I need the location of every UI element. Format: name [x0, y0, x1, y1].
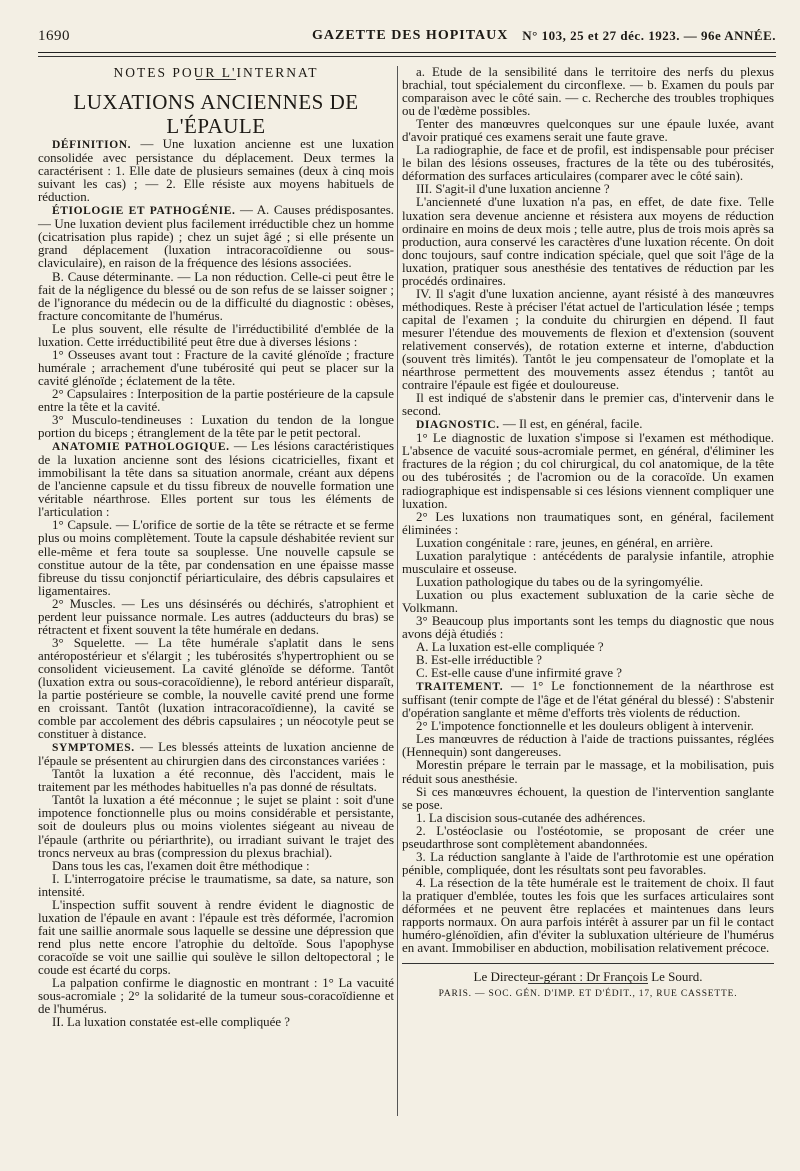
paragraph-text: 3° Squelette. — La tête humérale s'aplatit dans le sens antéropostérieur et s'élargit ; les tubérosités s'hypertrophient ou se consolident vicieusement. La cavité glénoïde se déforme. Tantôt (luxation extra ou sous-coracoïdienne), le rebord antérieur disparaît, la partie postérieure se comble, la nouvelle cavité prend une forme en croissant. Tantôt (luxation intracoracoïdienne), la cavité se comble par accolement des débris capsulaires ; un néocotyle peut se constituer à distance.: [38, 635, 394, 742]
paragraph-text: 2° Capsulaires : Interposition de la partie postérieure de la capsule entre la tête et la cavité.: [38, 386, 394, 414]
paragraph: [38, 637, 394, 741]
paragraph: [402, 589, 774, 615]
paragraph-text: Tantôt la luxation a été reconnue, dès l'accident, mais le traitement par les méthodes habituelles n'a pas donné de résultats.: [38, 767, 394, 795]
paragraph-text: 3° Beaucoup plus importants sont les temps du diagnostic que nous avons déjà étudiés :: [402, 613, 774, 642]
paragraph-text: 2° Les luxations non traumatiques sont, en général, facilement éliminées :: [402, 509, 774, 537]
paragraph: [38, 1016, 394, 1029]
paragraph: [38, 204, 394, 270]
paragraph-text: Si ces manœuvres échouent, la question de l'intervention sanglante se pose.: [402, 784, 774, 812]
page-header: [38, 28, 776, 50]
paragraph-text: — Les blessés atteints de luxation ancienne de l'épaule se présentent au chirurgien dans des circonstances variées :: [38, 740, 394, 769]
section-label: SYMPTOMES.: [52, 742, 135, 755]
paragraph-text: B. Est-elle irréductible ?: [416, 653, 542, 668]
paragraph-text: A. La luxation est-elle compliquée ?: [416, 640, 604, 655]
article-kicker: NOTES POUR L'INTERNAT: [113, 65, 319, 80]
paragraph-text: — Il est, en général, facile.: [499, 417, 643, 432]
section-label: DIAGNOSTIC.: [416, 419, 500, 432]
section-label: ÉTIOLOGIE ET PATHOGÉNIE.: [52, 205, 236, 218]
paragraph: [38, 271, 394, 323]
paragraph-text: IV. Il s'agit d'une luxation ancienne, ayant résisté à des manœuvres méthodiques. Reste à préciser l'état actuel de l'articulation lésée ; temps capital de l'examen ; la conduite du chirurgien en dépend. Il faut mesurer l'étendue des mouvements de flexion et d'extension (souvent relativement conservés), de rotation externe et interne, d'abduction (souvent très limités). Tantôt le jeu compensateur de l'omoplate et la néarthrose permettent des mouvements assez étendus ; tantôt au contraire l'épaule est figée et douloureuse.: [402, 286, 774, 393]
paragraph-text: 3° Musculo-tendineuses : Luxation du tendon de la longue portion du biceps ; étranglement de la tête par le petit pectoral.: [38, 413, 394, 441]
paragraph-text: — Les lésions caractéristiques de la luxation ancienne sont des lésions cicatricielles, fixant et immobilisant la tête dans sa situation anormale, créant aux dépens de l'ancienne capsule et du tissu fibreux de nouvelle formation une véritable néarthrose. Elles portent sur tous les éléments de l'articulation :: [38, 439, 394, 520]
paragraph-text: C. Est-elle cause d'une infirmité grave ?: [416, 666, 622, 681]
paragraph-text: III. S'agit-il d'une luxation ancienne ?: [416, 182, 610, 197]
paragraph: [402, 511, 774, 537]
journal-title: GAZETTE DES HOPITAUX: [312, 28, 509, 43]
paragraph: [402, 196, 774, 287]
paragraph-text: Dans tous les cas, l'examen doit être méthodique :: [52, 858, 310, 873]
paragraph: [402, 418, 774, 432]
paragraph: [38, 598, 394, 637]
paragraph-text: 4. La résection de la tête humérale est le traitement de choix. Il faut la pratiquer d'emblée, toutes les fois que les surfaces articulaires sont déformées et ne peuvent être replacées et maintenues dans leurs rapports normaux. On aura parfois intérêt à assurer par un fil le contact huméro-glénoïdien, afin d'éviter la subluxation ultérieure de l'humérus en avant. Immobiliser en abduction, mobilisation relativement précoce.: [402, 875, 774, 956]
paragraph: [402, 615, 774, 641]
paragraph: [38, 388, 394, 414]
paragraph: [38, 323, 394, 349]
paragraph: [402, 759, 774, 785]
printer-line: PARIS. — SOC. GÉN. D'IMP. ET D'ÉDIT., 17, RUE CASSETTE.: [438, 989, 738, 1000]
paragraph: [402, 392, 774, 418]
paragraph: [38, 977, 394, 1016]
right-column: [402, 66, 774, 1001]
paragraph-text: Morestin prépare le terrain par le massage, et la mobilisation, puis réduit sous anesthésie.: [402, 758, 774, 786]
paragraph-text: Tenter des manœuvres quelconques sur une épaule luxée, avant d'avoir pratiqué ces examens serait une faute grave.: [402, 117, 774, 145]
section-label: ANATOMIE PATHOLOGIQUE.: [52, 441, 230, 454]
paragraph-text: Les manœuvres de réduction à l'aide de tractions puissantes, réglées (Hennequin) sont dangereuses.: [402, 732, 774, 760]
paragraph: [38, 138, 394, 204]
paragraph: [38, 768, 394, 794]
paragraph: [38, 440, 394, 519]
paragraph: [38, 519, 394, 597]
paragraph: [402, 786, 774, 812]
paragraph-text: 1. La discision sous-cutanée des adhérences.: [416, 810, 646, 825]
paragraph: [402, 877, 774, 955]
header-rule-thin: [38, 56, 776, 57]
paragraph: [402, 432, 774, 510]
paragraph-text: B. Cause déterminante. — La non réduction. Celle-ci peut être le fait de la négligence du blessé ou de son refus de se laisser soigner ; de l'ignorance du médecin ou de la difficulté du diagnostic : obèses, fracture concomitante de l'humérus.: [38, 269, 394, 323]
paragraph: [402, 550, 774, 576]
page-number: 1690: [38, 28, 70, 44]
paragraph: [402, 680, 774, 720]
paragraph-text: — Une luxation ancienne est une luxation consolidée avec persistance du déplacement. Deux termes la caractérisent : 1. Elle date de plusieurs semaines (deux à cinq mois suivant les cas) ; — 2. Elle résiste aux moyens habituels de réduction.: [38, 137, 394, 205]
header-rule: [38, 52, 776, 53]
article-title: LUXATIONS ANCIENNES DE L'ÉPAULE: [73, 90, 359, 139]
paragraph: [402, 118, 774, 144]
paragraph-text: I. L'interrogatoire précise le traumatisme, sa date, sa nature, son intensité.: [38, 871, 394, 899]
section-label: TRAITEMENT.: [416, 681, 504, 694]
column-divider: [397, 66, 398, 1116]
paragraph: [402, 144, 774, 183]
paragraph-text: II. La luxation constatée est-elle compliquée ?: [52, 1015, 291, 1030]
paragraph-text: Luxation pathologique du tabes ou de la syringomyélie.: [416, 574, 704, 589]
paragraph: [402, 733, 774, 759]
paragraph-text: L'inspection suffit souvent à rendre évident le diagnostic de luxation de l'épaule en avant : l'épaule est très déformée, l'acromion fait une saillie anormale sous laquelle se dessine une dépression que rend plus nette encore l'atrophie du deltoïde. Sous l'apophyse coracoïde se voit une saillie qui soulève le sillon deltopectoral ; le coude est écarté du corps.: [38, 897, 394, 977]
paragraph-text: La radiographie, de face et de profil, est indispensable pour préciser le bilan des lésions osseuses, fractures de la tête ou des tubérosités, déformation des surfaces articulaires (comparer avec le côté sain).: [402, 143, 774, 184]
paragraph-text: a. Etude de la sensibilité dans le territoire des nerfs du plexus brachial, tout spécialement du circonflexe. — b. Examen du pouls par comparaison avec le côté sain. — c. Recherche des troubles trophiques ou de l'œdème possibles.: [402, 65, 774, 119]
paragraph-text: Luxation ou plus exactement subluxation de la carie sèche de Volkmann.: [402, 587, 774, 615]
paragraph: [38, 873, 394, 899]
paragraph-text: 1° Le diagnostic de luxation s'impose si l'examen est méthodique. L'absence de vacuité sous-acromiale permet, en général, d'éliminer les fractures de la région ; du col chirurgical, du col anatomique, de la tête ou des tubérosités ; de l'acromion ou de la coracoïde. Un examen radiographique est indispensable si ces lésions viennent compliquer une luxation.: [402, 431, 774, 511]
paragraph-text: 3. La réduction sanglante à l'aide de l'arthrotomie est une opération pénible, compliquée, dont les résultats sont peu favorables.: [402, 849, 774, 877]
director-line: Le Directeur-gérant : Dr François Le Sourd.: [473, 969, 703, 985]
paragraph-text: — 1° Le fonctionnement de la néarthrose est suffisant (tenir compte de l'âge et de l'état général du blessé) : S'abstenir d'opération sanglante et même d'efforts très violents de réduction.: [402, 679, 774, 721]
paragraph-text: — A. Causes prédisposantes. — Une luxation devient plus facilement irréductible chez un homme (cicatrisation plus rapide) ; chez un sujet âgé ; si elle présente un grand déplacement (luxation intracoracoïdienne ou sous-claviculaire), en raison de la fréquence des lésions associées.: [38, 203, 394, 271]
paragraph: [38, 741, 394, 768]
paragraph: [38, 414, 394, 440]
paragraph-text: 1° Osseuses avant tout : Fracture de la cavité glénoïde ; fracture humérale ; arrachement d'une tubérosité qui peut se placer sur la cavité glénoïde ; éclatement de la tête.: [38, 347, 394, 388]
issue-info: N° 103, 25 et 27 déc. 1923. — 96e ANNÉE.: [522, 28, 776, 43]
paragraph-text: Tantôt la luxation a été méconnue ; le sujet se plaint : soit d'une impotence fonctionnelle plus ou moins considérable et persistante, soit de douleurs plus ou moins violentes siégeant au niveau de l'épaule (arthrite ou périarthrite), ou irradiant suivant le trajet des troncs nerveux au bras (compression du plexus brachial).: [38, 793, 394, 860]
paragraph: [402, 825, 774, 851]
section-label: DÉFINITION.: [52, 139, 132, 152]
paragraph-text: 2. L'ostéoclasie ou l'ostéotomie, se proposant de créer une pseudarthrose sont complètement abandonnées.: [402, 823, 774, 851]
paragraph: [38, 349, 394, 388]
paragraph: [402, 851, 774, 877]
paragraph-text: 1° Capsule. — L'orifice de sortie de la tête se rétracte et se ferme plus ou moins complètement. Toute la capsule déshabitée revient sur elle-même et fera toute sa souplesse. Une nouvelle capsule se constitue autour de la tête, par condensation en une épaisse masse fibreuse du tissu conjonctif périarticulaire, des débris capsulaires et ligamentaires.: [38, 518, 394, 598]
paragraph-text: Il est indiqué de s'abstenir dans le premier cas, d'intervenir dans le second.: [402, 391, 774, 419]
paragraph-text: Le plus souvent, elle résulte de l'irréductibilité d'emblée de la luxation. Cette irréductibilité peut être due à diverses lésions :: [38, 321, 394, 349]
paragraph-text: Luxation paralytique : antécédents de paralysie infantile, atrophie musculaire et osseuse.: [402, 548, 774, 576]
paragraph-text: L'ancienneté d'une luxation n'a pas, en effet, de date fixe. Telle luxation sera devenue ancienne et résistera aux moyens de réduction ordinaire en moins de deux mois ; telle autre, plus de trois mois après sa production, aura conservé les caractères d'une luxation récente. On doit donc toujours, sauf contre indication spéciale, quel que soit l'âge de la luxation, pratiquer sous anesthésie des tentatives de réduction par les procédés ordinaires.: [402, 195, 774, 288]
paragraph-text: 2° L'impotence fonctionnelle et les douleurs obligent à intervenir.: [416, 719, 754, 734]
paragraph: [38, 794, 394, 859]
paragraph: [402, 288, 774, 392]
paragraph-text: Luxation congénitale : rare, jeunes, en général, en arrière.: [416, 535, 714, 550]
paragraph: [402, 66, 774, 118]
footer-rule-top: [402, 963, 774, 964]
left-column: [38, 66, 394, 1029]
paragraph: [38, 899, 394, 977]
paragraph-text: 2° Muscles. — Les uns désinsérés ou déchirés, s'atrophient et perdent leur puissance normale. Les autres (adducteurs du bras) se rétractent et fixent souvent la tête humérale en dedans.: [38, 596, 394, 637]
paragraph-text: La palpation confirme le diagnostic en montrant : 1° La vacuité sous-acromiale ; 2° la solidarité de la tumeur sous-coracoïdienne et de l'humérus.: [38, 976, 394, 1017]
